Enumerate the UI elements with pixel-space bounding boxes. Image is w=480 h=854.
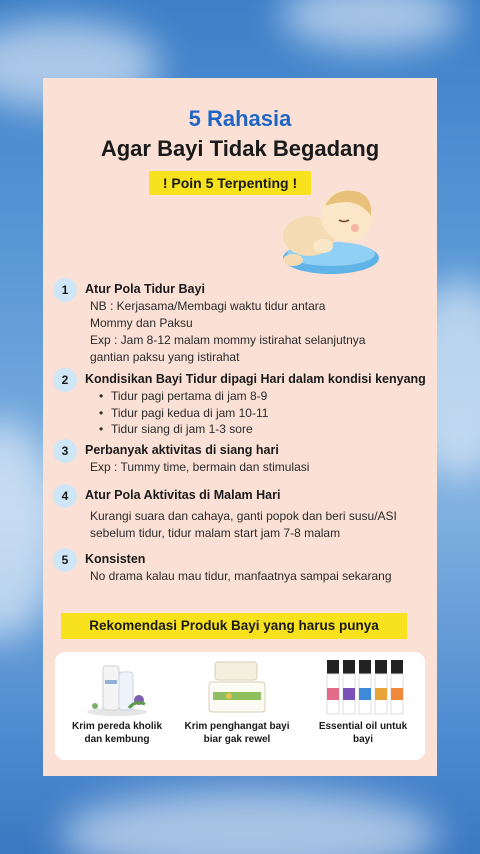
product-label-line: biar gak rewel: [203, 734, 271, 745]
point-text: sebelum tidur, tidur malam start jam 7-8 malam: [90, 526, 341, 540]
point-text: NB : Kerjasama/Membagi waktu tidur antara: [90, 299, 326, 313]
point-bullet-list: [99, 388, 268, 438]
product-card[interactable]: [59, 652, 175, 760]
point-title: Atur Pola Aktivitas di Malam Hari: [85, 488, 281, 502]
product-label-line: Essential oil untuk: [318, 721, 408, 732]
point-text: Exp : Tummy time, bermain dan stimulasi: [90, 460, 310, 474]
point-title: Atur Pola Tidur Bayi: [85, 282, 205, 296]
cream-tube-icon: [69, 658, 165, 718]
point-text: gantian paksu yang istirahat: [90, 350, 240, 364]
point-text: No drama kalau mau tidur, manfaatnya sampai sekarang: [90, 569, 392, 583]
point-3: [53, 439, 429, 479]
info-card: [43, 78, 437, 776]
number-badge: 4: [53, 484, 77, 508]
title-line-1: 5 Rahasia: [188, 106, 292, 131]
point-2: [53, 368, 429, 440]
highlight-badge: ! Poin 5 Terpenting !: [149, 171, 311, 195]
point-text: Exp : Jam 8-12 malam mommy istirahat selanjutnya: [90, 333, 366, 347]
recommendation-heading: Rekomendasi Produk Bayi yang harus punya: [61, 613, 407, 639]
product-label: [179, 720, 295, 746]
product-panel: [55, 652, 425, 760]
point-text: Kurangi suara dan cahaya, ganti popok dan beri susu/ASI: [90, 509, 397, 523]
number-badge: 1: [53, 278, 77, 302]
point-1: [53, 278, 429, 370]
number-badge: 3: [53, 439, 77, 463]
point-5: [53, 548, 429, 588]
product-card[interactable]: [305, 652, 421, 760]
product-card[interactable]: [179, 652, 295, 760]
bullet-item: • Tidur pagi pertama di jam 8-9: [99, 388, 268, 405]
number-badge: 2: [53, 368, 77, 392]
bullet-item: • Tidur pagi kedua di jam 10-11: [99, 405, 268, 422]
bullet-item: • Tidur siang di jam 1-3 sore: [99, 421, 268, 438]
cream-jar-icon: [189, 658, 285, 718]
point-text: Mommy dan Paksu: [90, 316, 193, 330]
cloud-decoration: [280, 0, 460, 50]
product-label-line: Krim penghangat bayi: [184, 721, 290, 732]
number-badge: 5: [53, 548, 77, 572]
point-title: Perbanyak aktivitas di siang hari: [85, 443, 279, 457]
point-title: Kondisikan Bayi Tidur dipagi Hari dalam kondisi kenyang: [85, 372, 426, 386]
sleeping-baby-icon: [275, 176, 383, 282]
cloud-decoration: [60, 790, 440, 854]
product-label: [305, 720, 421, 746]
point-title: Konsisten: [85, 552, 146, 566]
product-label-line: bayi: [352, 734, 373, 745]
product-label-line: Krim pereda kholik: [71, 721, 163, 732]
oil-bottles-icon: [315, 658, 411, 718]
title-line-2: Agar Bayi Tidak Begadang: [100, 136, 380, 161]
product-label-line: dan kembung: [84, 734, 150, 745]
point-4: [53, 484, 429, 542]
product-label: [59, 720, 175, 746]
